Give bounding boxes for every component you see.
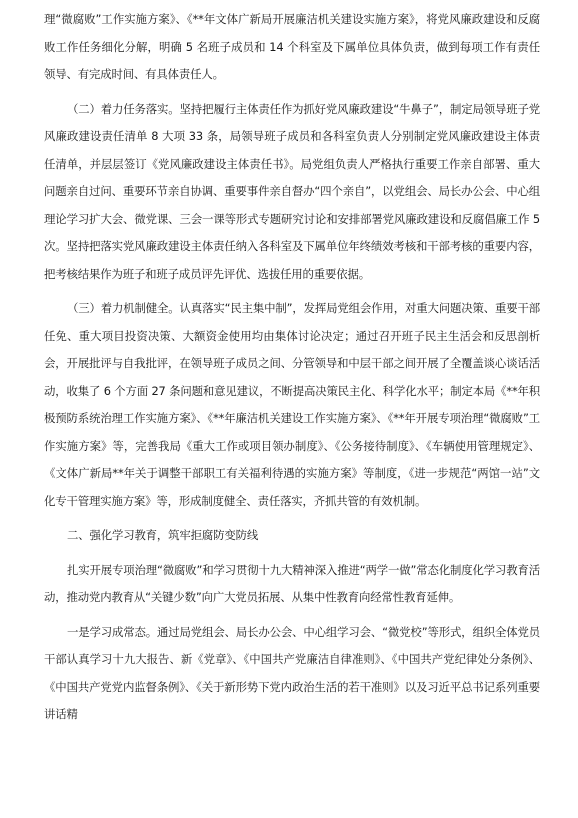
text-line: （二）着力任务落实。坚持把履行主体责任作为抓好党风廉政建设“牛鼻子”，制定局领导班子党 [67,101,540,116]
paragraph-task-implementation [44,96,540,289]
text-line: 单，并层层签订《党风廉政建设主体责任书》。局党组负责人严格执行重要工作亲自部署、重大问题亲 [44,156,540,198]
text-line: 任免、重大项目投资决策、大额资金使用均由集体讨论决定；通过召开班子民主生活会和反思剖析会， [44,328,540,370]
paragraph-task-breakdown [44,6,540,89]
text-line: 风廉政建设责任清单 8 大项 33 条，局领导班子成员和各科室负责人分别制定党风廉政建设主体责任清 [44,129,540,171]
text-line: **年关于调整干部职工有关福利待遇的实施方案》等制度，《进一步规范“两馆一站”文化专干管理实 [44,466,540,508]
text-line: 干部认真学习十九大报告、新《党章》、《中国共产党廉洁自律准则》、《中国共产党纪律处分条例》、《中 [44,652,540,694]
text-line: 统治理工作实施方案》、《**年廉洁机关建设工作实施方案》、《**年开展专项治理“微腐败”工作实施方 [44,411,540,453]
text-line: 理“微腐败”工作实施方案》、《**年文体广新局开展廉洁机关建设实施方案》，将党风廉政建设和反腐 [44,12,540,26]
text-line: （三）着力机制健全。认真落实“民主集中制”，发挥局党组会作用，对重大问题决策、重要干部 [67,301,540,315]
text-line: 有完成时间、有具体责任人。 [77,67,224,81]
text-line: 开展批评与自我批评，在领导班子成员之间、分管领导和中层干部之间开展了全覆盖谈心谈话活动，收 [44,356,540,398]
text-line: 集了 6 个方面 27 条问题和意见建议，不断提高决策民主化、科学化水平；制定本局《**年积极预防系 [44,383,540,425]
text-line: 一是学习成常态。通过局党组会、局长办公会、中心组学习会、“微党校”等形式，组织全体党员 [67,624,540,639]
text-line: 作为班子和班子成员评先评优、选拔任用的重要依据。 [100,266,370,281]
text-line: 扎实开展专项治理“微腐败”和学习贯彻十九大精神深入推进“两学一做”常态化制度化学习教 [67,562,518,577]
section-heading [44,522,540,550]
text-line: 自过问、重要环节亲自协调、重要事件亲自督办“四个亲自”，以党组会、局长办公会、中心组理论学 [44,184,540,226]
paragraph-mechanism-improvement [44,295,540,515]
text-line: 案》等，完善我局《重大工作或项目领办制度》、《公务接待制度》、《车辆使用管理规定》、《文体广新局 [44,438,540,480]
text-line: 育活动，推动党内教育从“关键少数”向广大党员拓展、从集中性教育向经常性教育延伸。 [44,562,541,604]
text-line: 把落实党风廉政建设主体责任纳入各科室及下属单位年终绩效考核和干部考核的重要内容，把考核结果 [44,239,540,281]
text-line: 败工作任务细化分解，明确 5 名班子成员和 14 个科室及下属单位具体负责，做到每项工作有责任领导、 [44,39,540,81]
paragraph-study-routine [44,619,540,729]
text-line: 习扩大会、微党课、三会一课等形式专题研究讨论和安排部署党风廉政建设和反腐倡廉工作 5 次。坚持 [44,211,540,253]
paragraph-education-intro [44,557,540,612]
text-line: 二、强化学习教育，筑牢拒腐防变防线 [67,528,259,542]
text-line: 国共产党党内监督条例》、《关于新形势下党内政治生活的若干准则》以及习近平总书记系列重要讲话精 [44,679,541,721]
text-line: 施方案》等，形成制度健全、责任落实，齐抓共管的有效机制。 [111,493,427,508]
